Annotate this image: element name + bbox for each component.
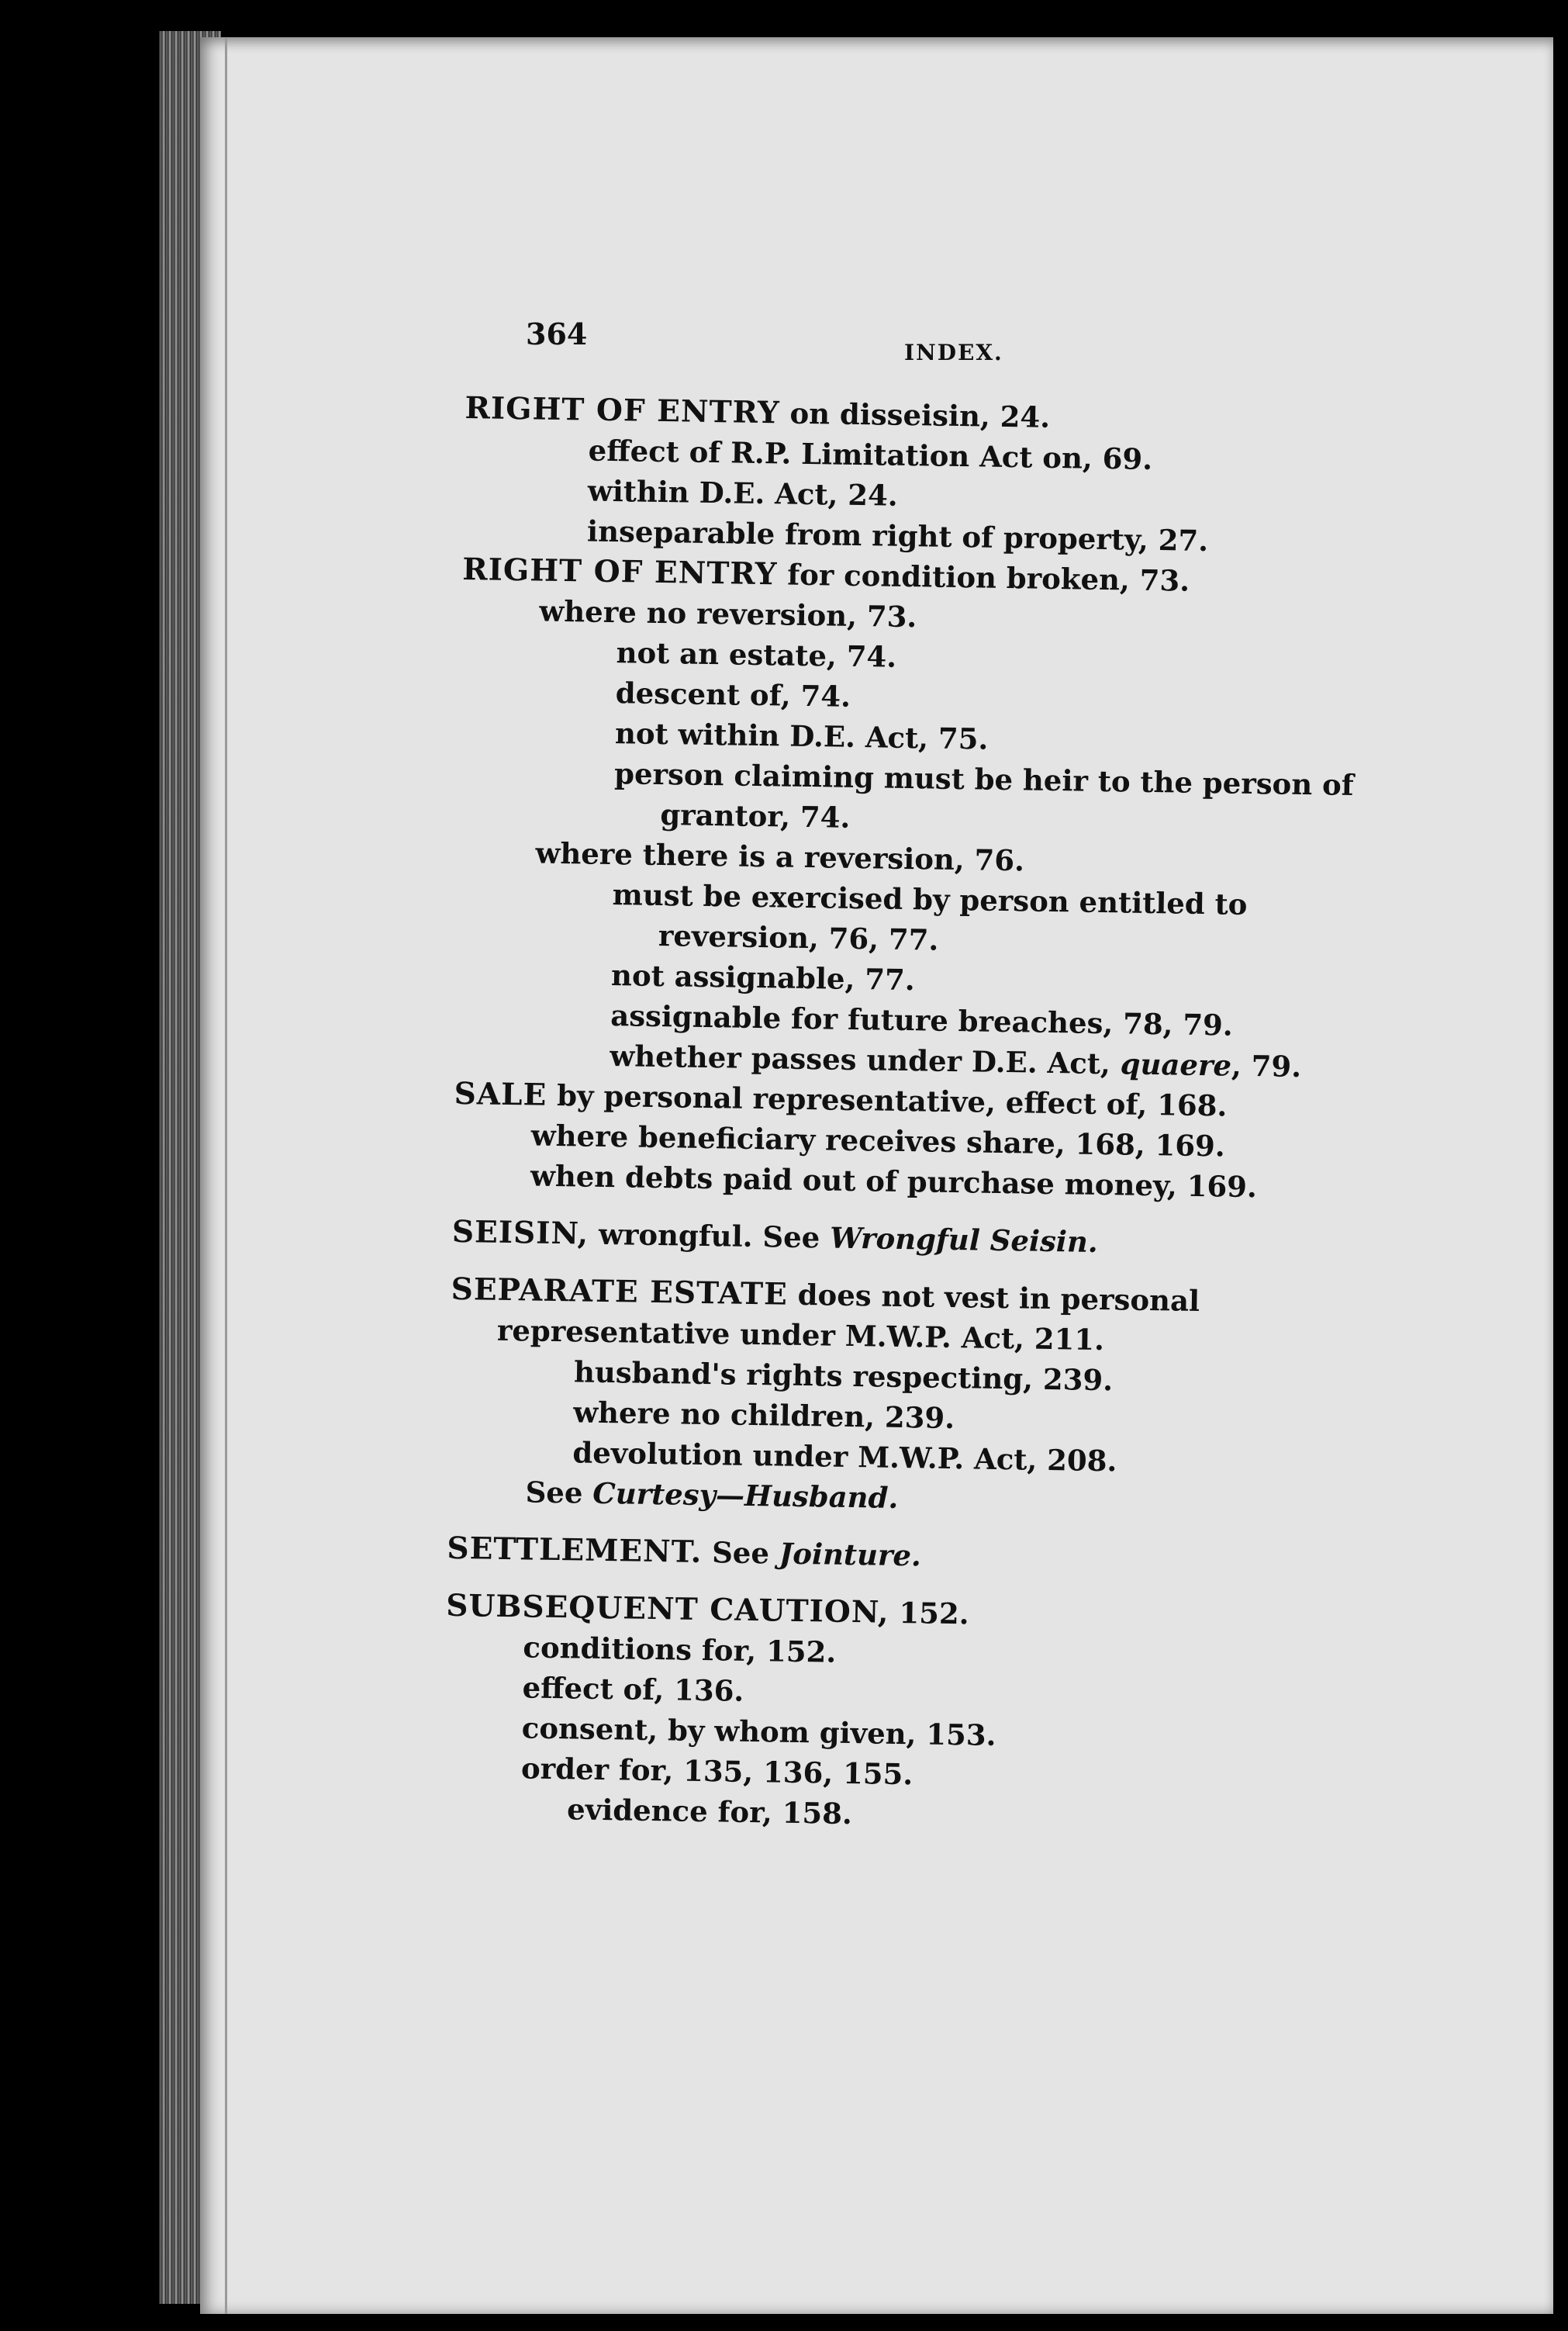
index-head-word: SETTLEMENT. (447, 1530, 703, 1570)
index-entry-text: consent, by whom given, 153. (521, 1710, 996, 1752)
index-entry-text: inseparable from right of property, 27. (586, 514, 1209, 559)
index-entry-text: See (711, 1535, 780, 1571)
running-head (526, 316, 1255, 371)
index-head-word: SEISIN, (451, 1213, 589, 1252)
index-head-word: RIGHT OF ENTRY (461, 551, 778, 593)
index-body (443, 388, 1365, 1842)
page-gutter-line (225, 37, 227, 2314)
index-head-word: SALE (454, 1075, 547, 1113)
index-entry-text: devolution under M.W.P. Act, 208. (572, 1435, 1117, 1478)
index-entry-text: does not vest in personal representative under M.W.P. Act, 211. (496, 1277, 1200, 1357)
index-head-word: SEPARATE ESTATE (451, 1271, 789, 1312)
index-entry-text: descent of, 74. (615, 676, 851, 714)
index-entry-text: where no children, 239. (572, 1395, 955, 1436)
page-number: 364 (526, 316, 588, 351)
index-entry-text: where there is a reversion, 76. (535, 835, 1025, 878)
index-entry-tail: , 79. (1231, 1048, 1302, 1084)
index-entry-text: evidence for, 158. (566, 1792, 853, 1831)
index-subentry (458, 751, 1359, 846)
index-cross-reference: quaere (1120, 1046, 1232, 1083)
index-entry-text: See (525, 1475, 593, 1510)
index-head-word: SUBSEQUENT CAUTION, (445, 1587, 889, 1631)
index-entry-text: for condition broken, 73. (786, 557, 1190, 598)
index-entry-text: whether passes under D.E. Act, (610, 1039, 1121, 1081)
index-entry-text: order for, 135, 136, 155. (520, 1751, 914, 1792)
index-entry-text: wrongful. See (598, 1216, 831, 1255)
index-entry-text: by personal representative, effect of, 168. (556, 1077, 1228, 1123)
header-title: INDEX. (904, 340, 1003, 365)
index-subentry (457, 872, 1357, 967)
index-entry-text: assignable for future breaches, 78, 79. (610, 998, 1234, 1043)
index-heading-entry (452, 1212, 1352, 1266)
index-entry-text: husband's rights respecting, 239. (573, 1354, 1114, 1398)
index-heading-entry (451, 1269, 1351, 1364)
index-entry-text: not an estate, 74. (616, 635, 897, 674)
index-entry-text: person claiming must be heir to the person of grantor, 74. (613, 756, 1354, 835)
index-cross-reference: Wrongful Seisin. (829, 1220, 1099, 1259)
index-entry-text: must be exercised by person entitled to reversion, 76, 77. (612, 877, 1248, 957)
index-entry-text: effect of, 136. (522, 1670, 744, 1708)
index-entry-text: effect of R.P. Limitation Act on, 69. (588, 433, 1153, 476)
index-entry-text: not assignable, 77. (610, 958, 916, 998)
index-entry-text: within D.E. Act, 24. (587, 473, 899, 513)
index-entry-text: 152. (899, 1595, 969, 1631)
index-entry-text: where beneficiary receives share, 168, 169. (530, 1118, 1226, 1164)
index-head-word: RIGHT OF ENTRY (465, 389, 781, 431)
index-heading-entry (447, 1528, 1347, 1582)
index-entry-text: when debts paid out of purchase money, 169. (530, 1158, 1258, 1205)
index-entry-text: conditions for, 152. (523, 1630, 837, 1669)
index-entry-text: where no reversion, 73. (539, 593, 917, 635)
index-cross-reference: Jointure. (779, 1536, 922, 1573)
index-entry-text: not within D.E. Act, 75. (614, 716, 989, 756)
index-entry-text: on disseisin, 24. (789, 396, 1051, 434)
index-cross-reference: Curtesy—Husband. (592, 1475, 899, 1515)
